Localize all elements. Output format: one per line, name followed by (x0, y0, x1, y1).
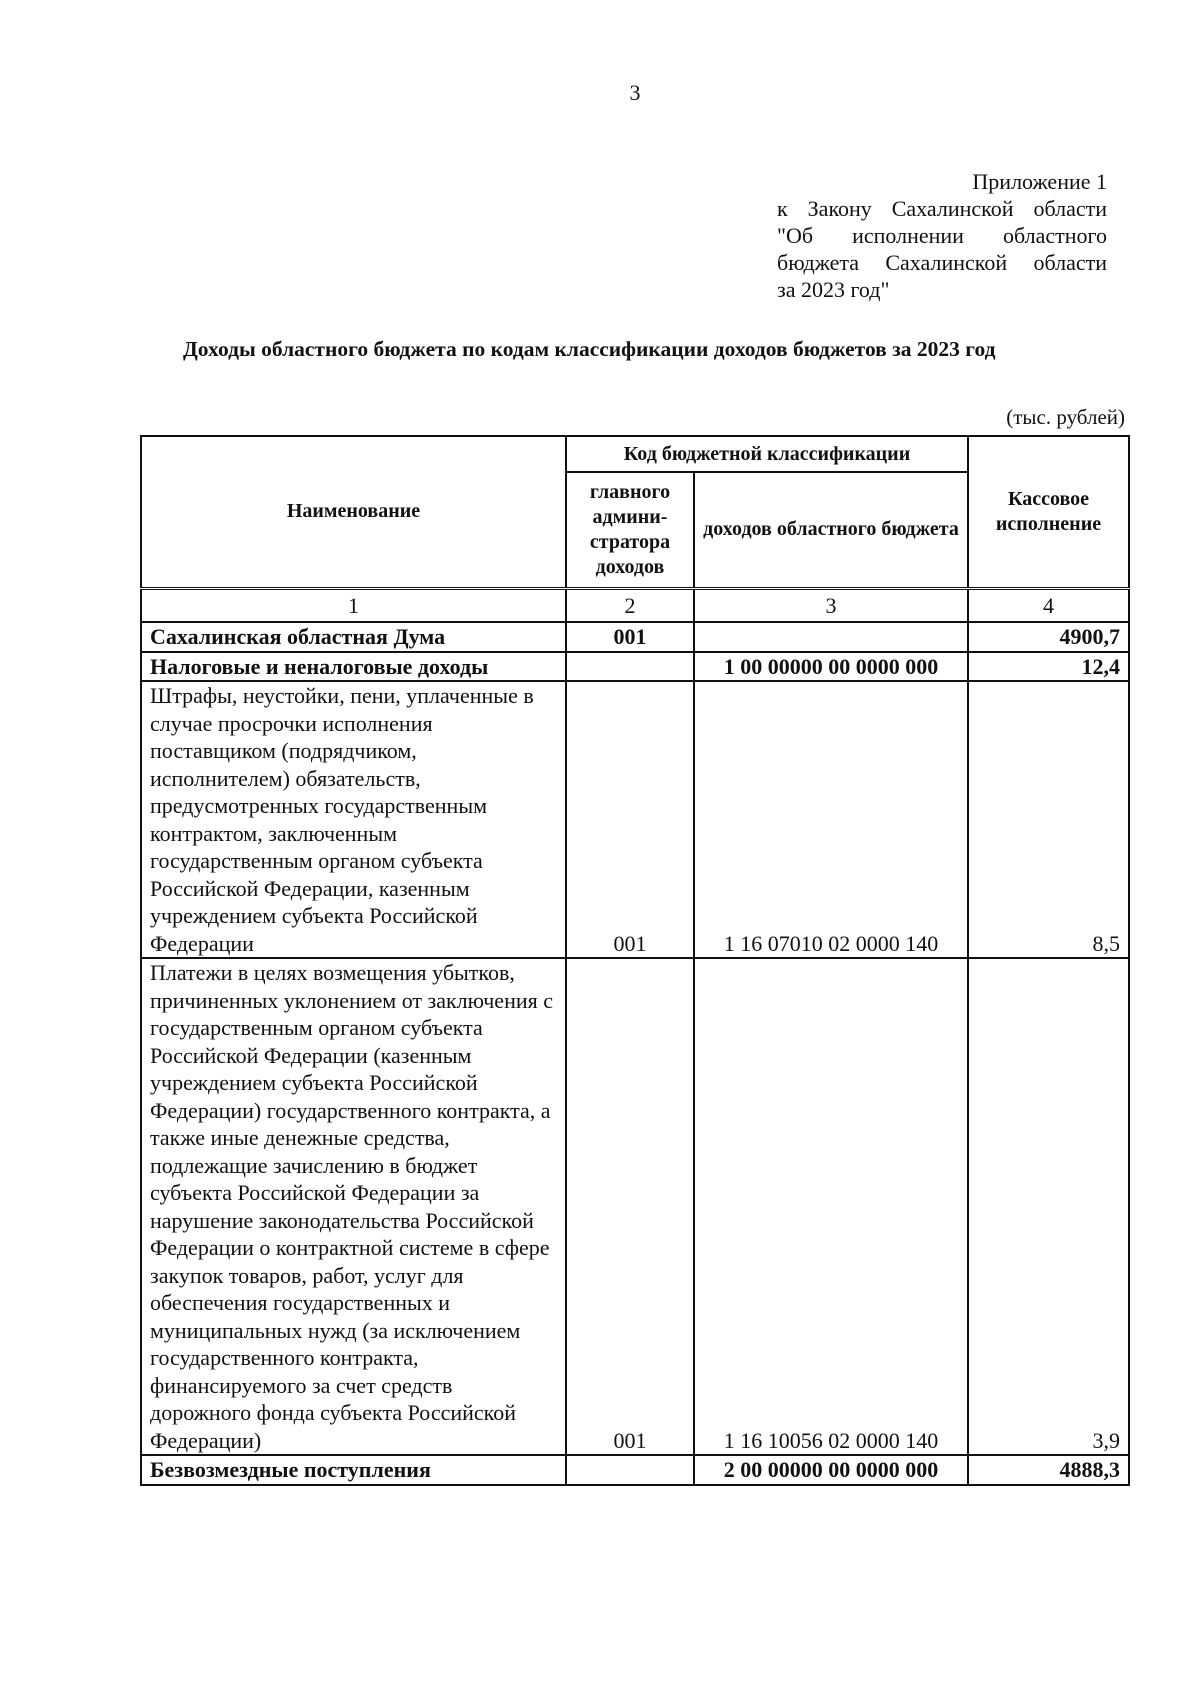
document-title: Доходы областного бюджета по кодам классификации доходов бюджетов за 2023 год (183, 337, 996, 361)
column-number: 3 (694, 588, 968, 622)
row-name: Сахалинская областная Дума (141, 622, 566, 652)
appendix-line: "Об исполнении областного (777, 223, 1107, 248)
row-name: Налоговые и неналоговые доходы (141, 652, 566, 682)
table-row (141, 622, 1129, 652)
appendix-title: Приложение 1 (972, 169, 1107, 194)
row-income-code: 1 16 07010 02 0000 140 (694, 681, 968, 958)
row-income-code: 1 00 00000 00 0000 000 (694, 652, 968, 682)
units-label: (тыс. рублей) (1006, 405, 1125, 429)
row-name: Штрафы, неустойки, пени, уплаченные в случае просрочки исполнения поставщиком (подрядчиком, исполнителем) обязательств, предусмотренных государственным контрактом, заключенным государственным органом субъекта Российской Федерации, казенным учреждением субъекта Российской Федерации (141, 681, 566, 958)
appendix-line: за 2023 год" (777, 277, 890, 302)
appendix-block (777, 168, 1107, 303)
table-row (141, 1455, 1129, 1485)
row-name: Платежи в целях возмещения убытков, причиненных уклонением от заключения с государственным органом субъекта Российской Федерации (казенным учреждением субъекта Российской Федерации) государственного контракта, а также иные денежные средства, подлежащие зачислению в бюджет субъекта Российской Федерации за нарушение законодательства Российской Федерации о контрактной системе в сфере закупок товаров, работ, услуг для обеспечения государственных и муниципальных нужд (за исключением государственного контракта, финансируемого за счет средств дорожного фонда субъекта Российской Федерации) (141, 958, 566, 1455)
income-table (140, 435, 1130, 1486)
row-name: Безвозмездные поступления (141, 1455, 566, 1485)
row-income-code: 1 16 10056 02 0000 140 (694, 958, 968, 1455)
row-income-code: 2 00 00000 00 0000 000 (694, 1455, 968, 1485)
row-amount: 4888,3 (968, 1455, 1129, 1485)
header-classification-code: Код бюджетной классификации (566, 436, 968, 472)
row-amount: 8,5 (968, 681, 1129, 958)
appendix-line: бюджета Сахалинской области (777, 250, 1107, 275)
row-amount: 4900,7 (968, 622, 1129, 652)
row-admin-code: 001 (566, 958, 694, 1455)
table-row (141, 652, 1129, 682)
row-amount: 3,9 (968, 958, 1129, 1455)
table-row (141, 958, 1129, 1455)
appendix-line: к Закону Сахалинской области (777, 196, 1107, 221)
header-amount: Кассовое исполнение (968, 436, 1129, 588)
row-income-code (694, 622, 968, 652)
row-admin-code (566, 1455, 694, 1485)
header-income-code: доходов областного бюджета (694, 472, 968, 588)
table-row (141, 681, 1129, 958)
row-admin-code: 001 (566, 622, 694, 652)
column-number: 2 (566, 588, 694, 622)
row-admin-code: 001 (566, 681, 694, 958)
row-admin-code (566, 652, 694, 682)
column-number: 1 (141, 588, 566, 622)
column-number: 4 (968, 588, 1129, 622)
row-amount: 12,4 (968, 652, 1129, 682)
header-admin-code: главного админи-стратора доходов (566, 472, 694, 588)
header-name: Наименование (141, 436, 566, 588)
page-number: 3 (629, 80, 641, 105)
